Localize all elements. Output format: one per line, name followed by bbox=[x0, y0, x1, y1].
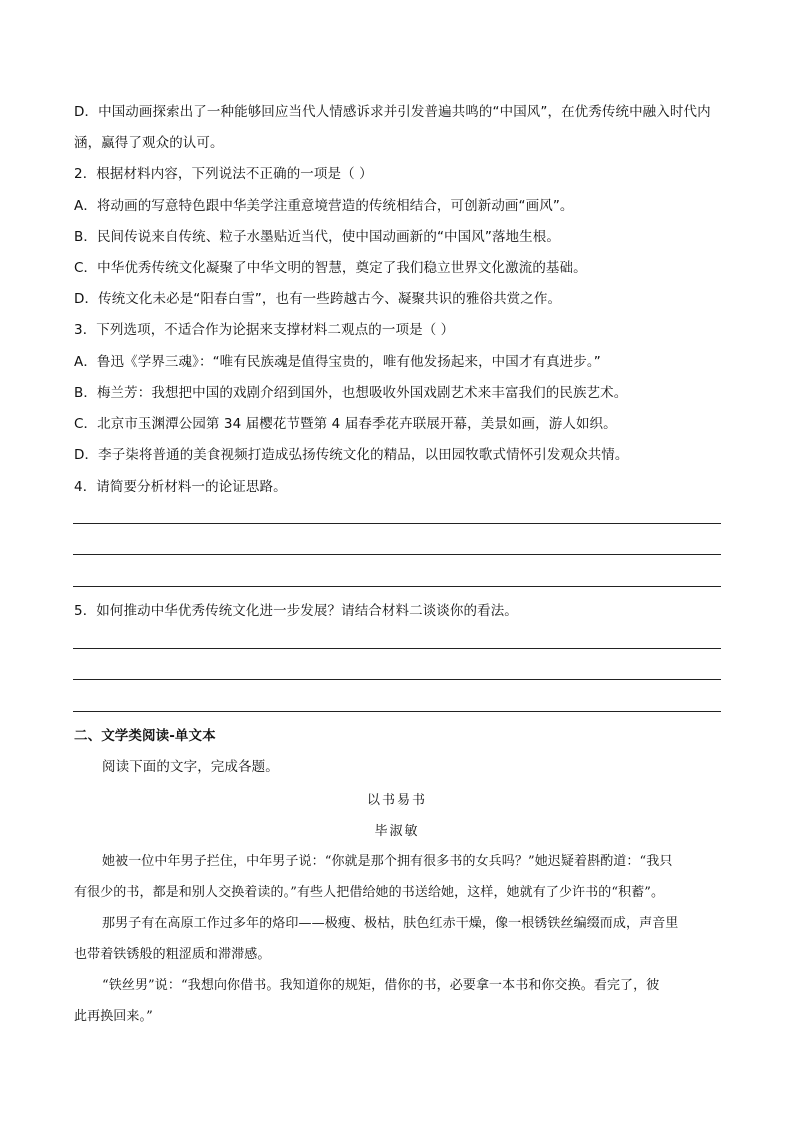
q2-option-d: D．传统文化未必是“阳春白雪”，也有一些跨越古今、凝聚共识的雅俗共赏之作。 bbox=[74, 291, 562, 307]
q4-answer-line-2[interactable] bbox=[73, 554, 721, 555]
article-title: 以书易书 bbox=[366, 793, 427, 808]
q2-option-a: A．将动画的写意特色跟中华美学注重意境营造的传统相结合，可创新动画“画风”。 bbox=[74, 198, 574, 214]
q1-option-d-line2: 涵，赢得了观众的认可。 bbox=[74, 135, 224, 151]
q4-stem: 4．请简要分析材料一的论证思路。 bbox=[74, 479, 287, 495]
q3-option-c: C．北京市玉渊潭公园第 34 届樱花节暨第 4 届春季花卉联展开幕，美景如画，游人如织。 bbox=[74, 416, 617, 432]
q2-option-c: C．中华优秀传统文化凝聚了中华文明的智慧，奠定了我们稳立世界文化激流的基础。 bbox=[74, 260, 587, 276]
paragraph-1-line1: 她被一位中年男子拦住，中年男子说：“你就是那个拥有很多书的女兵吗？”她迟疑着斟酌道：“我只 bbox=[102, 854, 673, 869]
q5-answer-line-2[interactable] bbox=[73, 679, 721, 680]
q3-option-a: A．鲁迅《学界三魂》：“唯有民族魂是值得宝贵的，唯有他发扬起来，中国才有真进步。” bbox=[74, 354, 601, 370]
q2-stem: 2．根据材料内容，下列说法不正确的一项是（ ） bbox=[74, 166, 373, 182]
paragraph-3-line2: 此再换回来。” bbox=[74, 1009, 153, 1024]
q3-option-d: D．李子柒将普通的美食视频打造成弘扬传统文化的精品，以田园牧歌式情怀引发观众共情。 bbox=[74, 447, 629, 463]
paragraph-2-line1: 那男子有在高原工作过多年的烙印——极瘦、极枯，肤色红赤干燥，像一根锈铁丝编缀而成，声音里 bbox=[102, 916, 679, 931]
paragraph-2-line2: 也带着铁锈般的粗涩质和滞滞感。 bbox=[74, 947, 271, 962]
q3-option-b: B．梅兰芳：我想把中国的戏剧介绍到国外，也想吸收外国戏剧艺术来丰富我们的民族艺术。 bbox=[74, 385, 628, 401]
section-heading: 二、文学类阅读-单文本 bbox=[74, 728, 216, 744]
q5-answer-line-3[interactable] bbox=[73, 711, 721, 712]
q4-answer-line-3[interactable] bbox=[73, 586, 721, 587]
q5-stem: 5．如何推动中华优秀传统文化进一步发展？请结合材料二谈谈你的看法。 bbox=[74, 603, 518, 619]
paragraph-1-line2: 有很少的书，都是和别人交换着读的。”有些人把借给她的书送给她，这样，她就有了少许书的“积蓄”。 bbox=[74, 885, 665, 900]
q2-option-b: B．民间传说来自传统、粒子水墨贴近当代，使中国动画新的“中国风”落地生根。 bbox=[74, 229, 560, 245]
q1-option-d-line1: D．中国动画探索出了一种能够回应当代人情感诉求并引发普遍共鸣的“中国风”，在优秀传统中融入时代内 bbox=[74, 104, 711, 120]
q4-answer-line-1[interactable] bbox=[73, 523, 721, 524]
q3-stem: 3．下列选项，不适合作为论据来支撑材料二观点的一项是（ ） bbox=[74, 322, 455, 338]
section-instruction: 阅读下面的文字，完成各题。 bbox=[102, 759, 279, 775]
paragraph-3-line1: “铁丝男”说：“我想向你借书。我知道你的规矩，借你的书，必要拿一本书和你交换。看完了，彼 bbox=[102, 978, 660, 993]
q5-answer-line-1[interactable] bbox=[73, 648, 721, 649]
article-author: 毕淑敏 bbox=[374, 824, 420, 839]
